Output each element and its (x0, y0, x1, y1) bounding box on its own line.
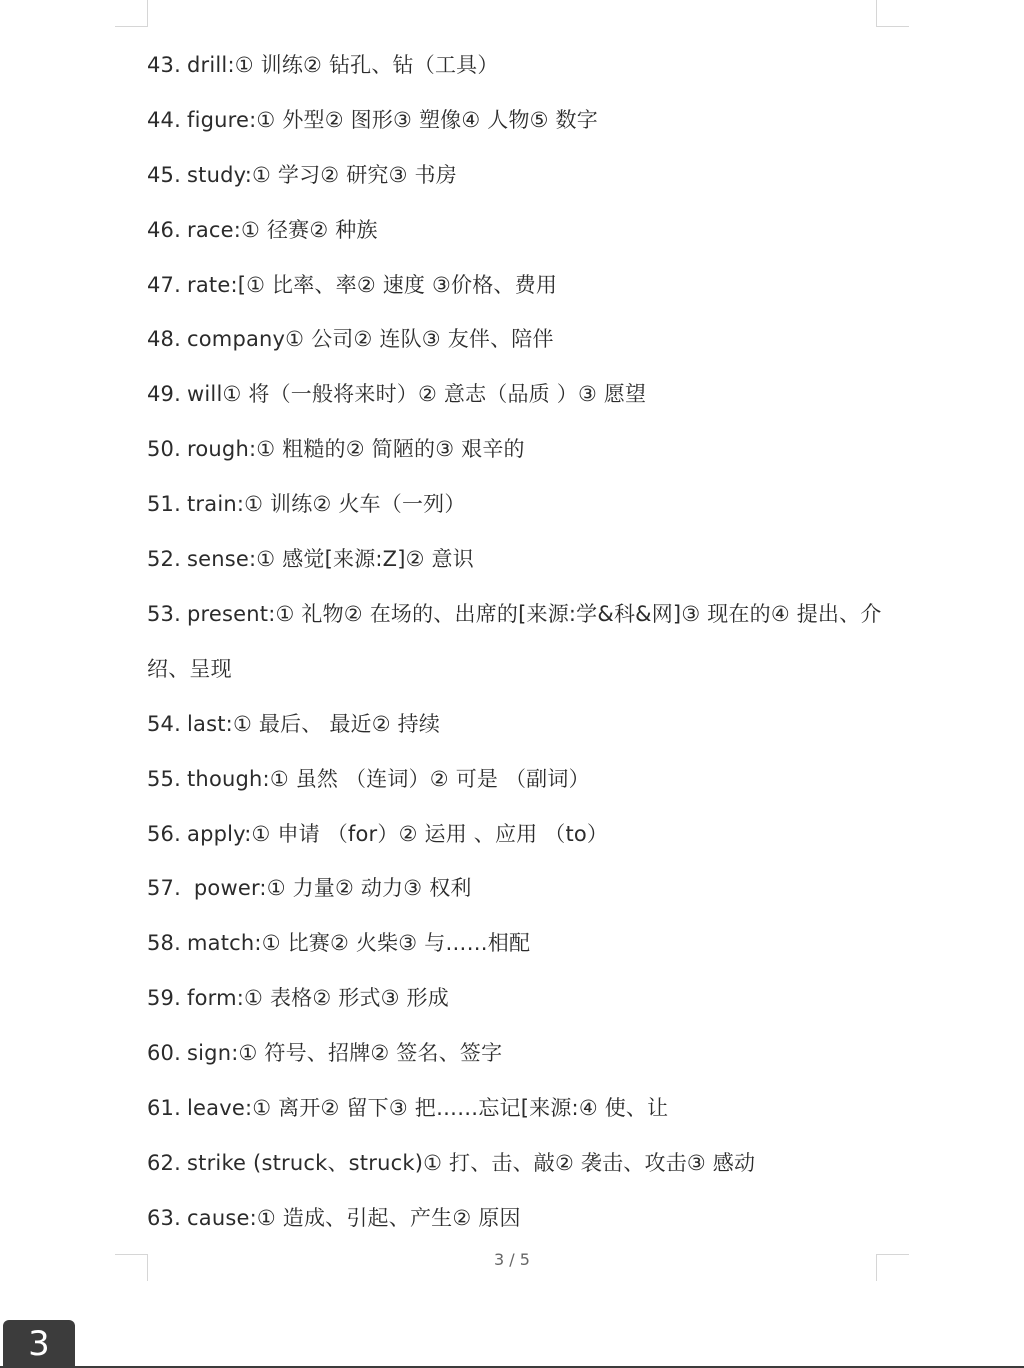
entry-number: 61. (147, 1095, 181, 1120)
entry-number: 49. (147, 382, 181, 407)
entry-text: sign:① 符号、招牌② 签名、签字 (187, 1041, 503, 1066)
entry-text: company① 公司② 连队③ 友伴、陪伴 (187, 327, 554, 352)
entry-number: 59. (147, 986, 181, 1011)
vocabulary-entry (147, 312, 887, 367)
entry-text: though:① 虽然 （连词）② 可是 （副词） (187, 766, 590, 791)
entry-number: 58. (147, 931, 181, 956)
vocabulary-entry (147, 587, 887, 697)
entry-number: 56. (147, 821, 181, 846)
entry-text: apply:① 申请 （for）② 运用 、应用 （to） (187, 821, 609, 846)
vocabulary-entry (147, 38, 887, 93)
entry-number: 63. (147, 1205, 181, 1230)
vocabulary-entry (147, 752, 887, 807)
entry-text: last:① 最后、 最近② 持续 (187, 711, 441, 736)
entry-text: form:① 表格② 形式③ 形成 (187, 986, 449, 1011)
entry-number: 51. (147, 492, 181, 517)
entry-number: 45. (147, 162, 181, 187)
entry-text: figure:① 外型② 图形③ 塑像④ 人物⑤ 数字 (187, 107, 598, 132)
entry-text: rate:[① 比率、率② 速度 ③价格、费用 (187, 272, 558, 297)
vocabulary-list (147, 38, 887, 1246)
page-corner-mark-top-left (115, 0, 148, 27)
vocabulary-entry (147, 258, 887, 313)
vocabulary-entry (147, 532, 887, 587)
entry-number: 47. (147, 272, 181, 297)
vocabulary-entry (147, 916, 887, 971)
vocabulary-entry (147, 1081, 887, 1136)
entry-text: present:① 礼物② 在场的、出席的[来源:学&科&网]③ 现在的④ 提出、介绍、呈现 (147, 601, 882, 681)
vocabulary-entry (147, 203, 887, 258)
vocabulary-entry (147, 697, 887, 752)
entry-number: 52. (147, 547, 181, 572)
entry-text: train:① 训练② 火车（一列） (187, 492, 466, 517)
vocabulary-entry (147, 971, 887, 1026)
entry-number: 54. (147, 711, 181, 736)
vocabulary-entry (147, 148, 887, 203)
entry-text: drill:① 训练② 钻孔、钻（工具） (187, 53, 499, 77)
page-indicator: 3 / 5 (494, 1250, 530, 1269)
entry-text: rough:① 粗糙的② 简陋的③ 艰辛的 (187, 437, 525, 462)
vocabulary-entry (147, 477, 887, 532)
page-corner-mark-top-right (876, 0, 909, 27)
entry-number: 55. (147, 766, 181, 791)
entry-text: leave:① 离开② 留下③ 把……忘记[来源:④ 使、让 (187, 1095, 669, 1120)
page-number-badge[interactable]: 3 (3, 1320, 75, 1368)
entry-number: 46. (147, 217, 181, 242)
entry-text: strike (struck、struck)① 打、击、敲② 袭击、攻击③ 感动 (187, 1150, 756, 1175)
entry-number: 50. (147, 437, 181, 462)
vocabulary-entry (147, 422, 887, 477)
entry-number: 48. (147, 327, 181, 352)
entry-number: 62. (147, 1150, 181, 1175)
vocabulary-entry (147, 367, 887, 422)
entry-text: race:① 径赛② 种族 (187, 217, 378, 242)
entry-text: sense:① 感觉[来源:Z]② 意识 (187, 547, 474, 572)
vocabulary-entry (147, 93, 887, 148)
entry-text: cause:① 造成、引起、产生② 原因 (187, 1205, 521, 1230)
entry-text: study:① 学习② 研究③ 书房 (187, 162, 457, 187)
vocabulary-entry (147, 1136, 887, 1191)
vocabulary-entry (147, 807, 887, 862)
vocabulary-entry (147, 1191, 887, 1246)
entry-number: 43. (147, 53, 181, 77)
entry-number: 60. (147, 1041, 181, 1066)
entry-number: 53. (147, 601, 181, 626)
entry-text: will① 将（一般将来时）② 意志（品质 ）③ 愿望 (187, 382, 647, 407)
entry-text: match:① 比赛② 火柴③ 与……相配 (187, 931, 531, 956)
entry-text: power:① 力量② 动力③ 权利 (187, 876, 472, 901)
entry-number: 57. (147, 876, 181, 901)
vocabulary-entry (147, 1026, 887, 1081)
vocabulary-entry (147, 861, 887, 916)
entry-number: 44. (147, 107, 181, 132)
